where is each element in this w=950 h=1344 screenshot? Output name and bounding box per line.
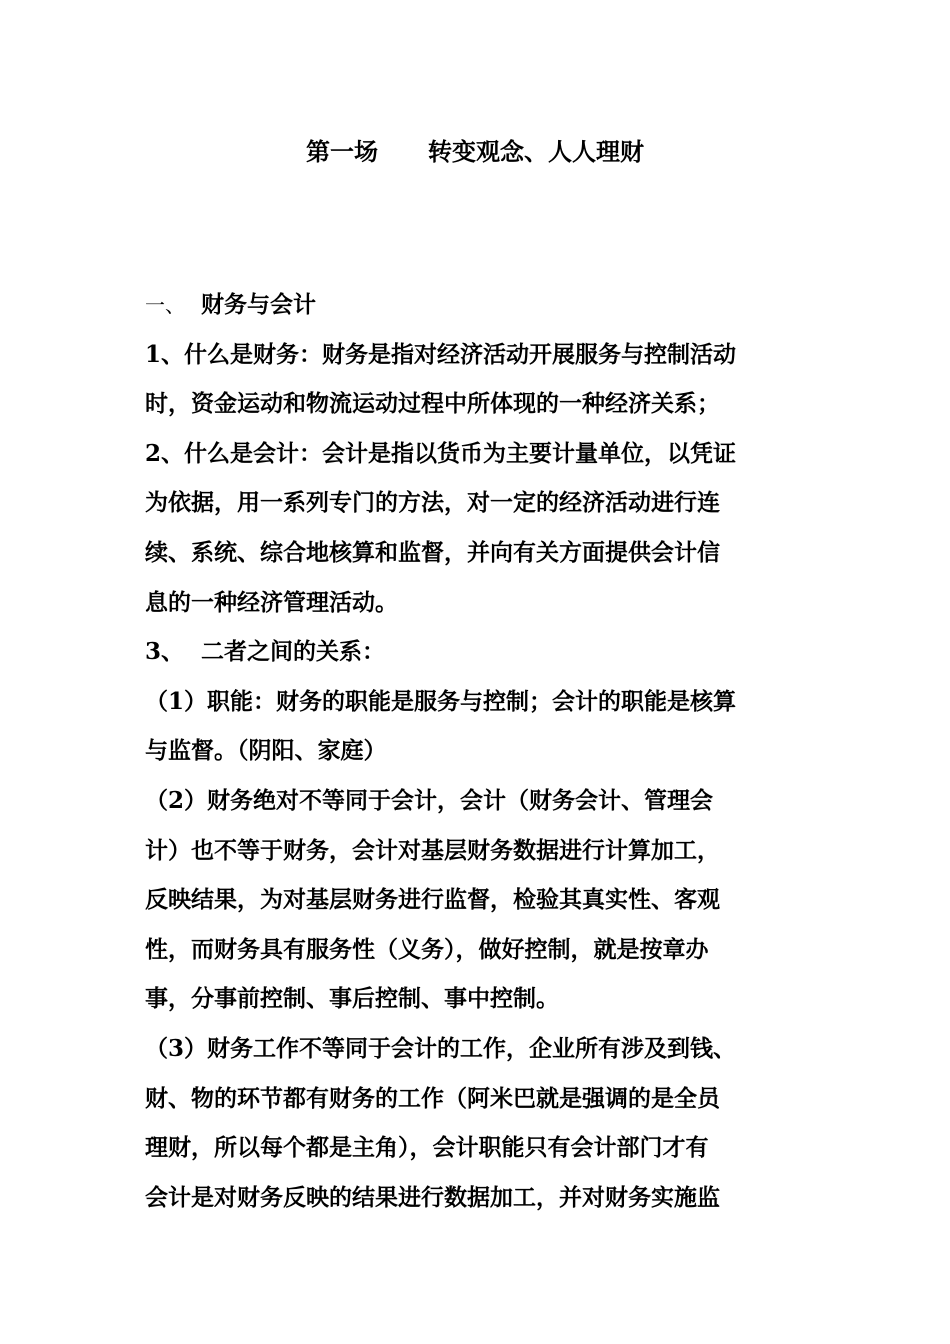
section-number: 一、 (145, 293, 185, 317)
title-part-2: 转变观念、人人理财 (428, 137, 644, 166)
paragraph-line: 事，分事前控制、事后控制、事中控制。 (145, 985, 559, 1013)
paragraph-line: （1）职能：财务的职能是服务与控制；会计的职能是核算 (145, 687, 737, 715)
paragraph-line: 2、什么是会计：会计是指以货币为主要计量单位，以凭证 (145, 439, 737, 467)
document-body (145, 280, 810, 1222)
paragraph-line: 息的一种经济管理活动。 (145, 588, 398, 616)
item-3-heading (145, 627, 810, 677)
item-3-number: 3、 (145, 638, 185, 666)
paragraph-line: 财、物的环节都有财务的工作（阿米巴就是强调的是全员 (145, 1084, 720, 1112)
paragraph-line: 反映结果，为对基层财务进行监督，检验其真实性、客观 (145, 886, 720, 914)
paragraph-line: （2）财务绝对不等同于会计，会计（财务会计、管理会 (145, 786, 714, 814)
paragraph-line: 1、什么是财务：财务是指对经济活动开展服务与控制活动 (145, 340, 737, 368)
paragraph-line: 计）也不等于财务，会计对基层财务数据进行计算加工， (145, 836, 720, 864)
item-3-text: 二者之间的关系： (201, 638, 385, 666)
paragraph-line: （3）财务工作不等同于会计的工作，企业所有涉及到钱、 (145, 1034, 737, 1062)
paragraph-line: 续、系统、综合地核算和监督，并向有关方面提供会计信 (145, 538, 720, 566)
paragraph-line: 会计是对财务反映的结果进行数据加工，并对财务实施监 (145, 1183, 720, 1211)
paragraph-line: 与监督。（阴阳、家庭） (145, 737, 387, 765)
section-heading (145, 280, 810, 330)
paragraph-line: 为依据，用一系列专门的方法，对一定的经济活动进行连 (145, 489, 720, 517)
title-part-1: 第一场 (306, 137, 378, 166)
page-title (0, 134, 950, 170)
paragraph-line: 理财，所以每个都是主角），会计职能只有会计部门才有 (145, 1134, 709, 1162)
section-heading-text: 财务与会计 (201, 291, 316, 318)
paragraph-line: 时，资金运动和物流运动过程中所体现的一种经济关系； (145, 390, 720, 418)
paragraph-line: 性，而财务具有服务性（义务），做好控制，就是按章办 (145, 935, 709, 963)
